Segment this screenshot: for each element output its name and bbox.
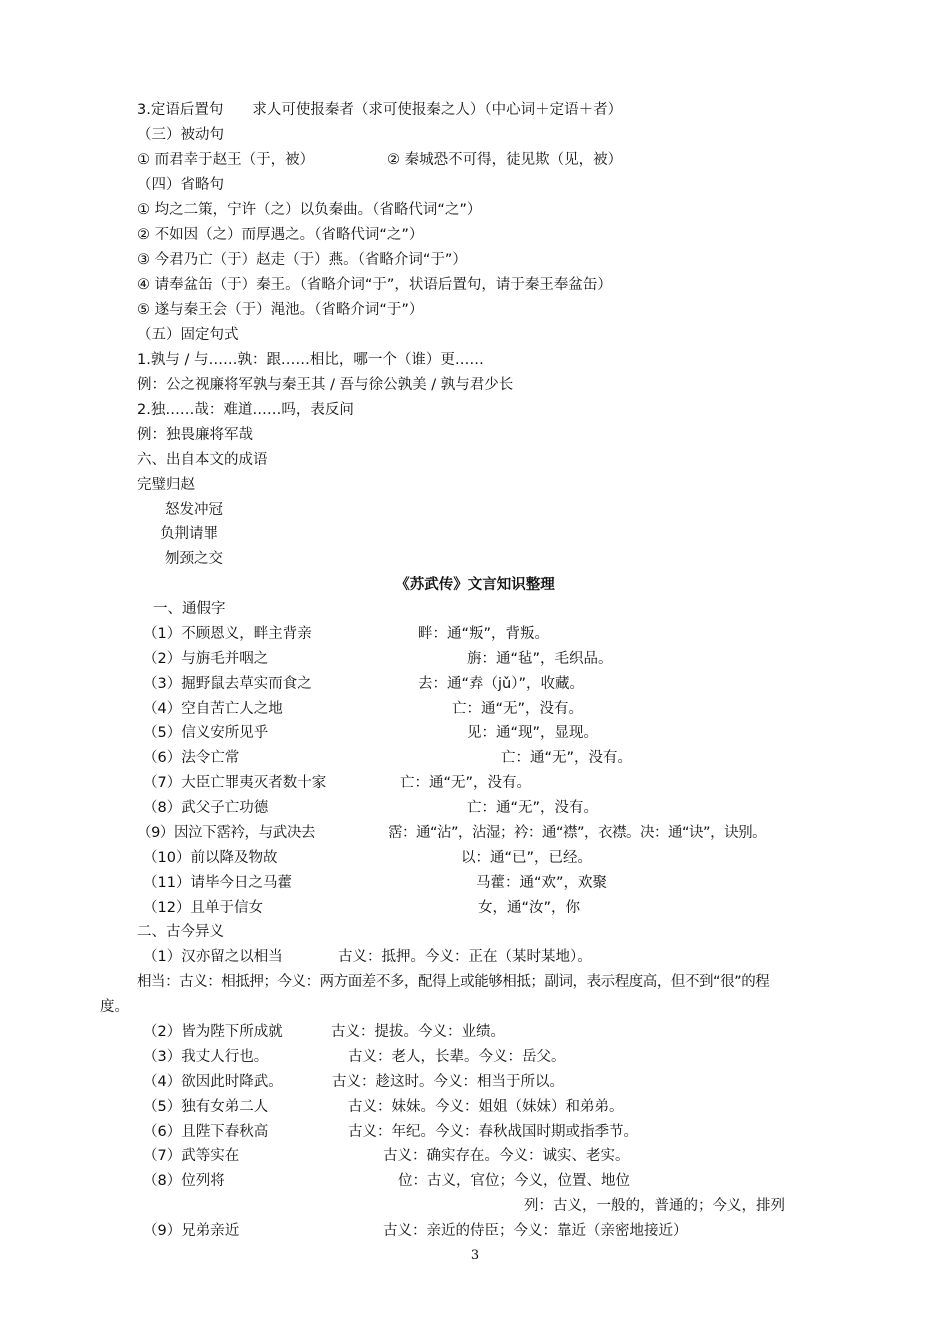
idiom: 完璧归赵 — [137, 477, 195, 493]
item-phrase: （6）且陛下春秋高 — [143, 1124, 269, 1140]
item-phrase: （12）且单于信女 — [143, 900, 263, 916]
item-phrase: （9）因泣下霑衿，与武决去 — [137, 825, 316, 841]
text-line: ① 而君幸于赵王（于，被） — [137, 152, 315, 168]
item-explanation: 霑：通“沾”，沾湿；衿：通“襟”，衣襟。决：通“诀”，诀别。 — [388, 825, 767, 841]
item-explanation: 亡：通“无”，没有。 — [452, 701, 584, 717]
item-phrase: （4）空自苦亡人之地 — [143, 701, 283, 717]
item-phrase: （3）我丈人行也。 — [143, 1049, 269, 1065]
item-phrase: （8）位列将 — [143, 1173, 225, 1189]
text-line: 1.孰与 / 与……孰：跟……相比，哪一个（谁）更…… — [137, 352, 484, 368]
item-phrase: （10）前以降及物故 — [143, 850, 278, 866]
item-explanation: 旃：通“毡”，毛织品。 — [467, 651, 613, 667]
item-phrase: （11）请毕今日之马藿 — [143, 875, 292, 891]
section-heading: 六、出自本文的成语 — [137, 452, 268, 468]
text-line: 例：独畏廉将军哉 — [137, 427, 253, 443]
item-explanation: 古义：趁这时。今义：相当于所以。 — [332, 1074, 564, 1090]
item-phrase: （1）不顾恩义，畔主背亲 — [143, 626, 312, 642]
item-explanation: 列：古义，一般的，普通的；今义，排列 — [524, 1198, 785, 1214]
item-explanation: 女，通“汝”，你 — [478, 900, 581, 916]
text-line: ① 均之二策，宁许（之）以负秦曲。（省略代词“之”） — [137, 202, 482, 218]
section-heading: （四）省略句 — [137, 177, 224, 193]
item-explanation: 亡：通“无”，没有。 — [501, 750, 633, 766]
text-line: ⑤ 遂与秦王会（于）渑池。（省略介词“于”） — [137, 302, 424, 318]
note-line: 相当：古义：相抵押；今义：两方面差不多，配得上或能够相抵；副词，表示程度高，但不到“很”的程 — [137, 974, 770, 990]
item-phrase: （8）武父子亡功德 — [143, 800, 269, 816]
item-phrase: （2）与旃毛并咽之 — [143, 651, 269, 667]
item-phrase: （1）汉亦留之以相当 — [143, 949, 283, 965]
text-line: ② 不如因（之）而厚遇之。（省略代词“之”） — [137, 227, 424, 243]
document-title: 《苏武传》文言知识整理 — [395, 577, 555, 593]
section-heading: 一、通假字 — [153, 601, 226, 617]
item-phrase: （2）皆为陛下所成就 — [143, 1024, 283, 1040]
item-phrase: （9）兄弟亲近 — [143, 1223, 240, 1239]
text-line: ② 秦城恐不可得，徒见欺（见，被） — [387, 152, 623, 168]
item-phrase: （7）武等实在 — [143, 1148, 240, 1164]
section-heading: （三）被动句 — [137, 127, 224, 143]
section-heading: （五）固定句式 — [137, 327, 239, 343]
idiom: 怒发冲冠 — [165, 502, 223, 518]
item-explanation: 古义：年纪。今义：春秋战国时期或指季节。 — [348, 1124, 638, 1140]
item-explanation: 马藿：通“欢”，欢聚 — [476, 875, 608, 891]
item-explanation: 去：通“弆（jǔ）”，收藏。 — [418, 676, 584, 692]
idiom: 刎颈之交 — [165, 551, 223, 567]
item-phrase: （5）信义安所见乎 — [143, 725, 269, 741]
text-line: 3.定语后置句 求人可使报秦者（求可使报秦之人）（中心词＋定语＋者） — [137, 102, 623, 118]
text-line: 例：公之视廉将军孰与秦王其 / 吾与徐公孰美 / 孰与君少长 — [137, 377, 514, 393]
item-explanation: 亡：通“无”，没有。 — [400, 775, 532, 791]
item-phrase: （5）独有女弟二人 — [143, 1099, 269, 1115]
item-explanation: 畔：通“叛”，背叛。 — [418, 626, 550, 642]
item-phrase: （3）掘野鼠去草实而食之 — [143, 676, 312, 692]
idiom: 负荆请罪 — [160, 526, 218, 542]
item-phrase: （7）大臣亡罪夷灭者数十家 — [143, 775, 327, 791]
item-phrase: （4）欲因此时降武。 — [143, 1074, 283, 1090]
item-explanation: 见：通“现”，显现。 — [467, 725, 599, 741]
item-explanation: 以：通“已”，已经。 — [461, 850, 593, 866]
text-line: 2.独……哉：难道……吗，表反问 — [137, 402, 354, 418]
item-explanation: 位：古义，官位；今义，位置、地位 — [398, 1173, 630, 1189]
item-phrase: （6）法令亡常 — [143, 750, 240, 766]
item-explanation: 古义：抵押。今义：正在（某时某地）。 — [338, 949, 592, 965]
item-explanation: 古义：老人，长辈。今义：岳父。 — [348, 1049, 566, 1065]
item-explanation: 古义：确实存在。今义：诚实、老实。 — [383, 1148, 630, 1164]
item-explanation: 古义：提拔。今义：业绩。 — [331, 1024, 505, 1040]
item-explanation: 古义：妹妹。今义：姐姐（妹妹）和弟弟。 — [348, 1099, 624, 1115]
text-line: ③ 今君乃亡（于）赵走（于）燕。（省略介词“于”） — [137, 252, 467, 268]
page-number: 3 — [470, 1248, 480, 1263]
text-line: ④ 请奉盆缶（于）秦王。（省略介词“于”，状语后置句，请于秦王奉盆缶） — [137, 277, 612, 293]
section-heading: 二、古今异义 — [137, 924, 224, 940]
note-line: 度。 — [100, 999, 129, 1015]
item-explanation: 亡：通“无”，没有。 — [467, 800, 599, 816]
item-explanation: 古义：亲近的侍臣；今义：靠近（亲密地接近） — [383, 1223, 688, 1239]
